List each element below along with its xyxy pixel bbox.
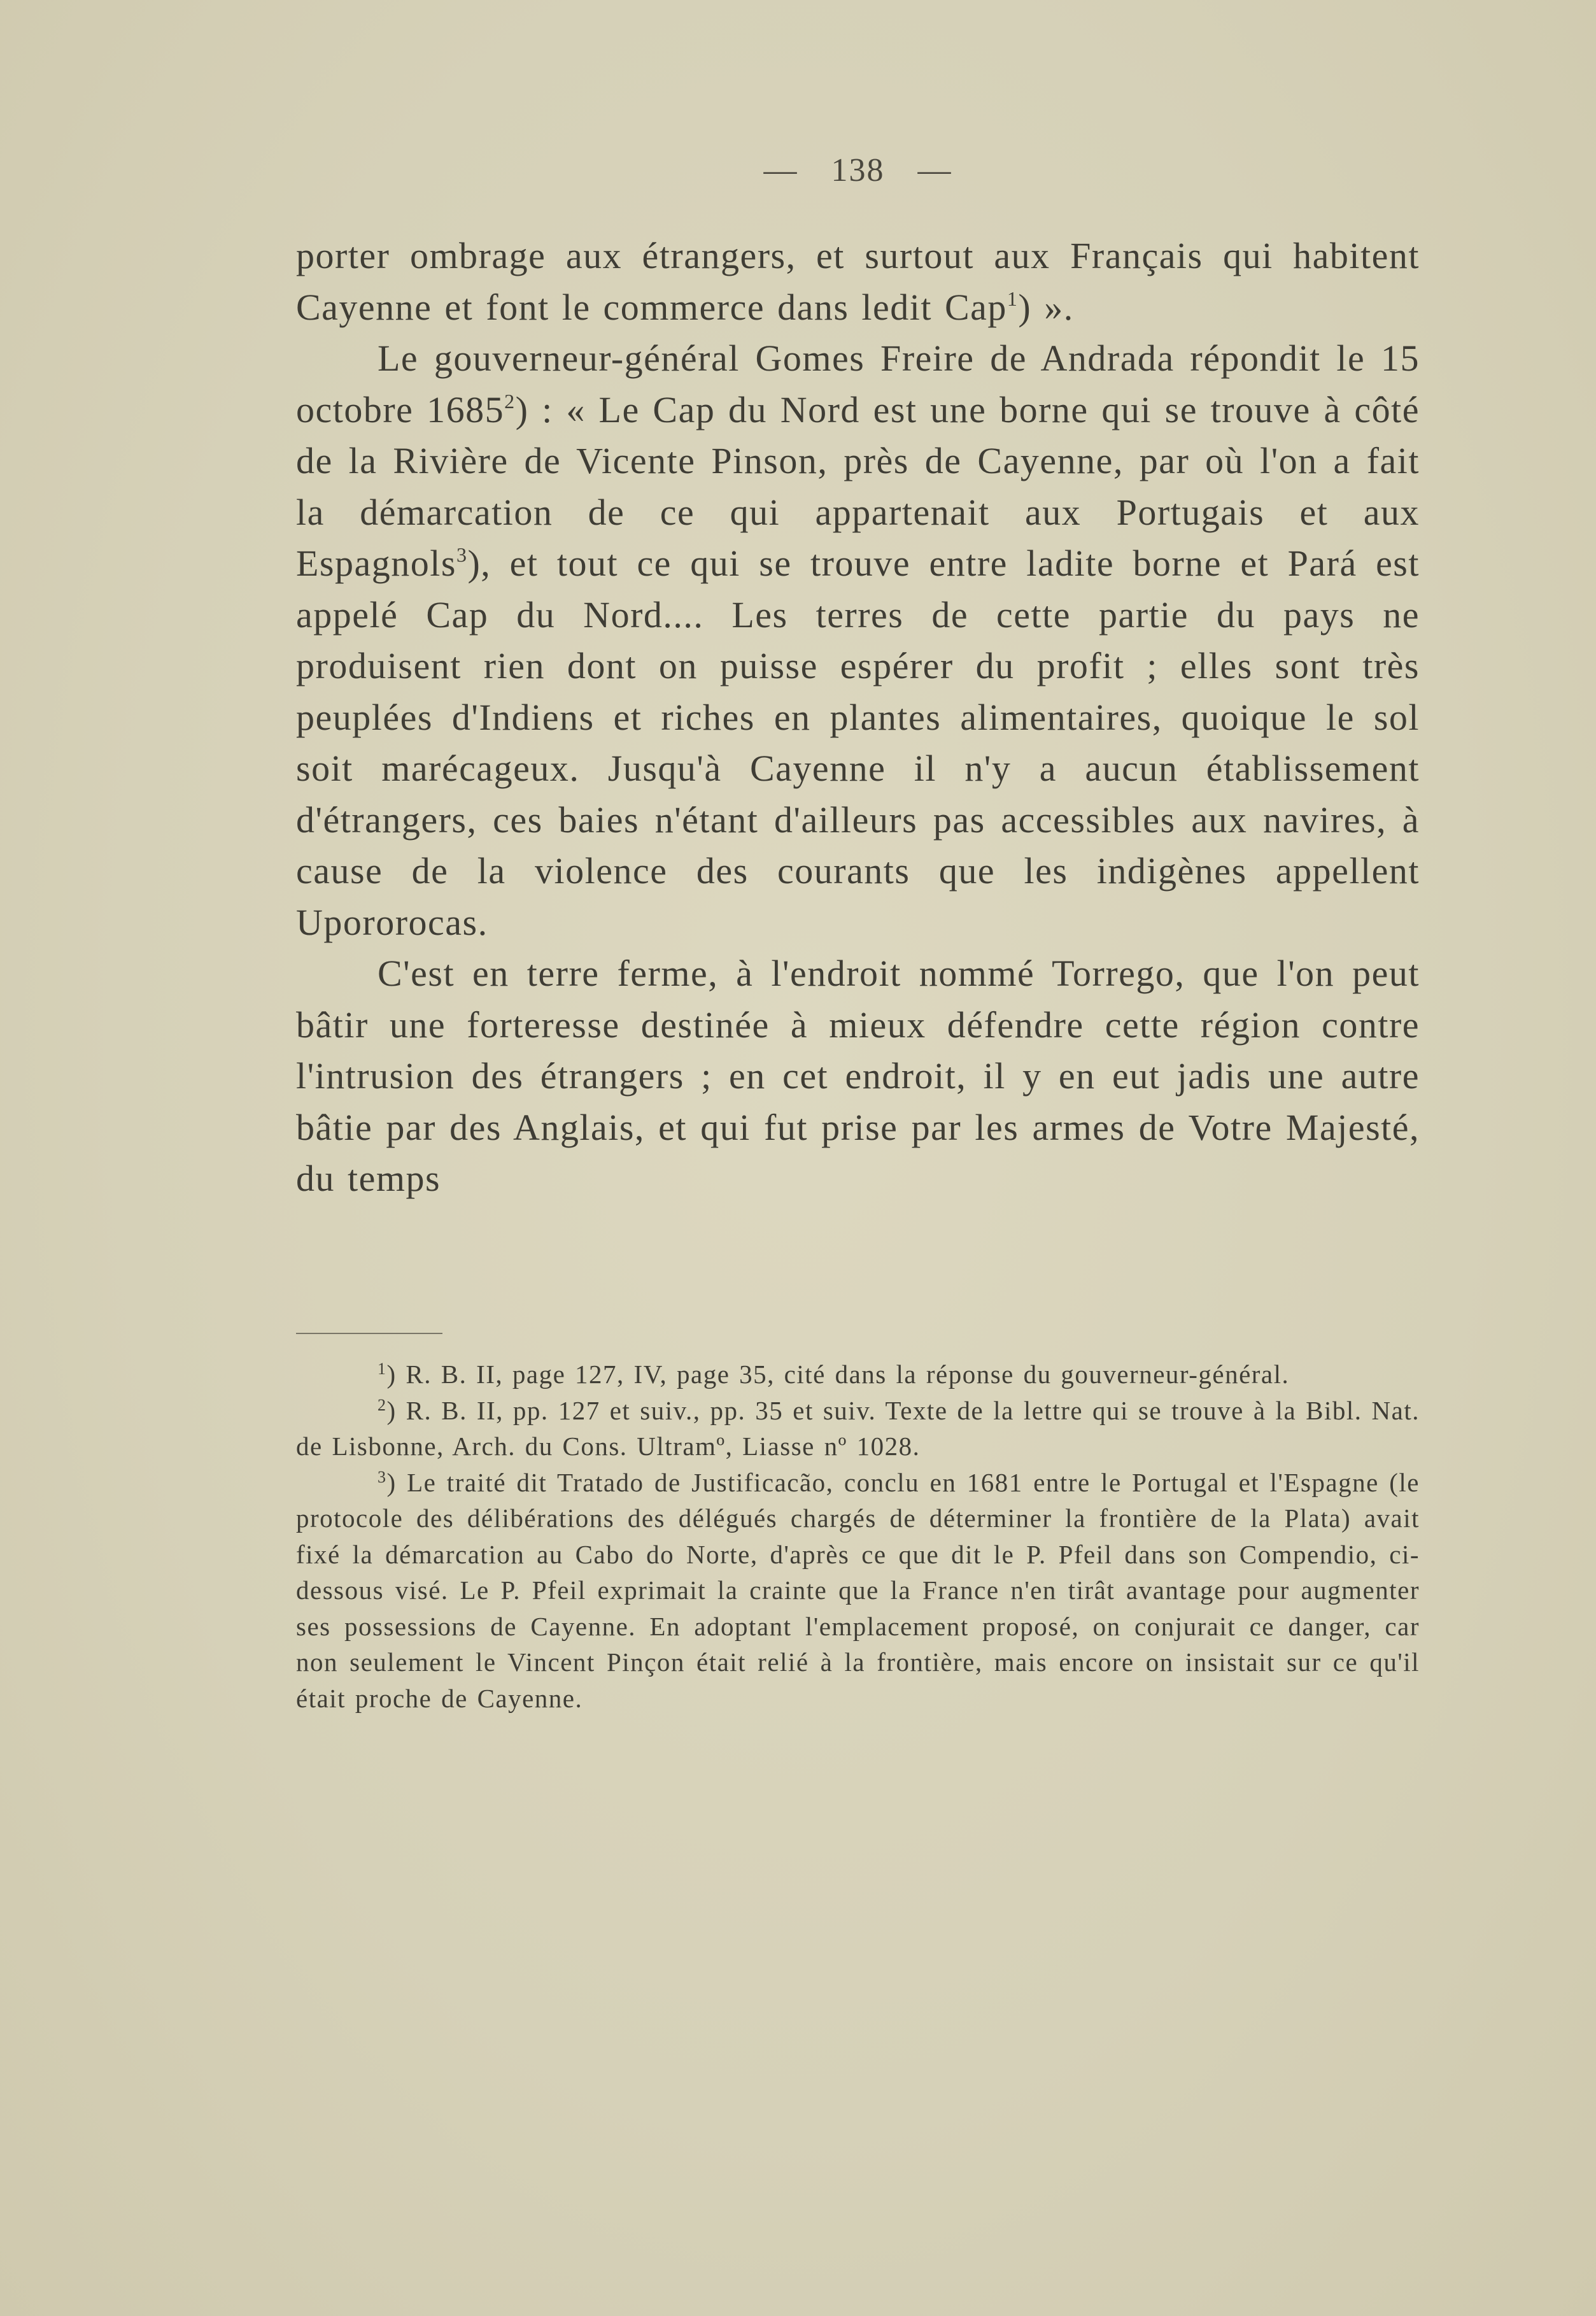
page-number: 138 — [831, 152, 885, 188]
paragraph-2 — [296, 333, 1420, 948]
footnote-ref-1: 1 — [1006, 287, 1019, 310]
header-dash-left: — — [763, 152, 798, 188]
footnote-2 — [296, 1393, 1420, 1465]
footnote-3-text: ) Le traité dit Tratado de Justificacão, conclu en 1681 entre le Portugal et l'Espagne (le protocole des délibérations des délégués chargés de déterminer la frontière de la Plata) avait fixé la démarcation au Cabo do Norte, d'après ce que dit le P. Pfeil dans son Compendio, ci-dessous visé. Le P. Pfeil exprimait la crainte que la France n'en tirât avantage pour augmenter ses possessions de Cayenne. En adoptant l'emplacement proposé, on conjurait ce danger, car non seulement le Vincent Pinçon était relié à la frontière, mais encore on insistait sur ce qu'il était proche de Cayenne. — [296, 1467, 1420, 1713]
footnote-1-text: ) R. B. II, page 127, IV, page 35, cité dans la réponse du gouverneur-général. — [386, 1360, 1290, 1389]
paragraph-1-end: ) ». — [1018, 286, 1074, 328]
paragraph-1 — [296, 231, 1420, 333]
paragraph-2-text-a: Le gouverneur-général Gomes Freire de Andrada répondit le 15 octobre 1685 — [296, 337, 1420, 430]
paragraph-2-text-c: ), et tout ce qui se trouve entre ladite borne et Pará est appelé Cap du Nord.... Les terres de cette partie du pays ne produisent rien dont on puisse espérer du profit ; elles sont très peuplées d'Indiens et riches en plantes alimentaires, quoique le sol soit marécageux. Jusqu'à Cayenne il n'y a aucun établissement d'étrangers, ces baies n'étant d'ailleurs pas accessibles aux navires, à cause de la violence des courants que les indigènes appellent Upororocas. — [296, 543, 1420, 943]
footnote-3 — [296, 1465, 1420, 1717]
paragraph-3: C'est en terre ferme, à l'endroit nommé Torrego, que l'on peut bâtir une forteresse destinée à mieux défendre cette région contre l'intrusion des étrangers ; en cet endroit, il y en eut jadis une autre bâtie par des Anglais, et qui fut prise par les armes de Votre Majesté, du temps — [296, 953, 1420, 1199]
page-header — [296, 152, 1420, 189]
footnote-ref-3: 3 — [456, 543, 468, 566]
footnote-1-mark: 1 — [378, 1360, 387, 1378]
footnote-3-mark: 3 — [378, 1467, 387, 1486]
footnote-2-mark: 2 — [378, 1395, 387, 1414]
footnote-ref-2: 2 — [504, 389, 516, 413]
footnotes — [296, 1356, 1420, 1716]
footnote-2-text: ) R. B. II, pp. 127 et suiv., pp. 35 et suiv. Texte de la lettre qui se trouve à la Bibl. Nat. de Lisbonne, Arch. du Cons. Ultramº, Liasse nº 1028. — [296, 1395, 1420, 1461]
footnote-1 — [296, 1356, 1420, 1393]
footnote-separator — [296, 1333, 442, 1334]
main-text — [296, 231, 1420, 1205]
paragraph-2-text-b: ) : « Le Cap du Nord est une borne qui se trouve à côté de la Rivière de Vicente Pinson, près de Cayenne, par où l'on a fait la démarcation de ce qui appartenait aux Portugais et aux Espagnols — [296, 388, 1420, 584]
header-dash-right: — — [917, 152, 952, 188]
paragraph-1-text: porter ombrage aux étrangers, et surtout aux Français qui habitent Cayenne et font le commerce dans ledit Cap — [296, 235, 1420, 328]
